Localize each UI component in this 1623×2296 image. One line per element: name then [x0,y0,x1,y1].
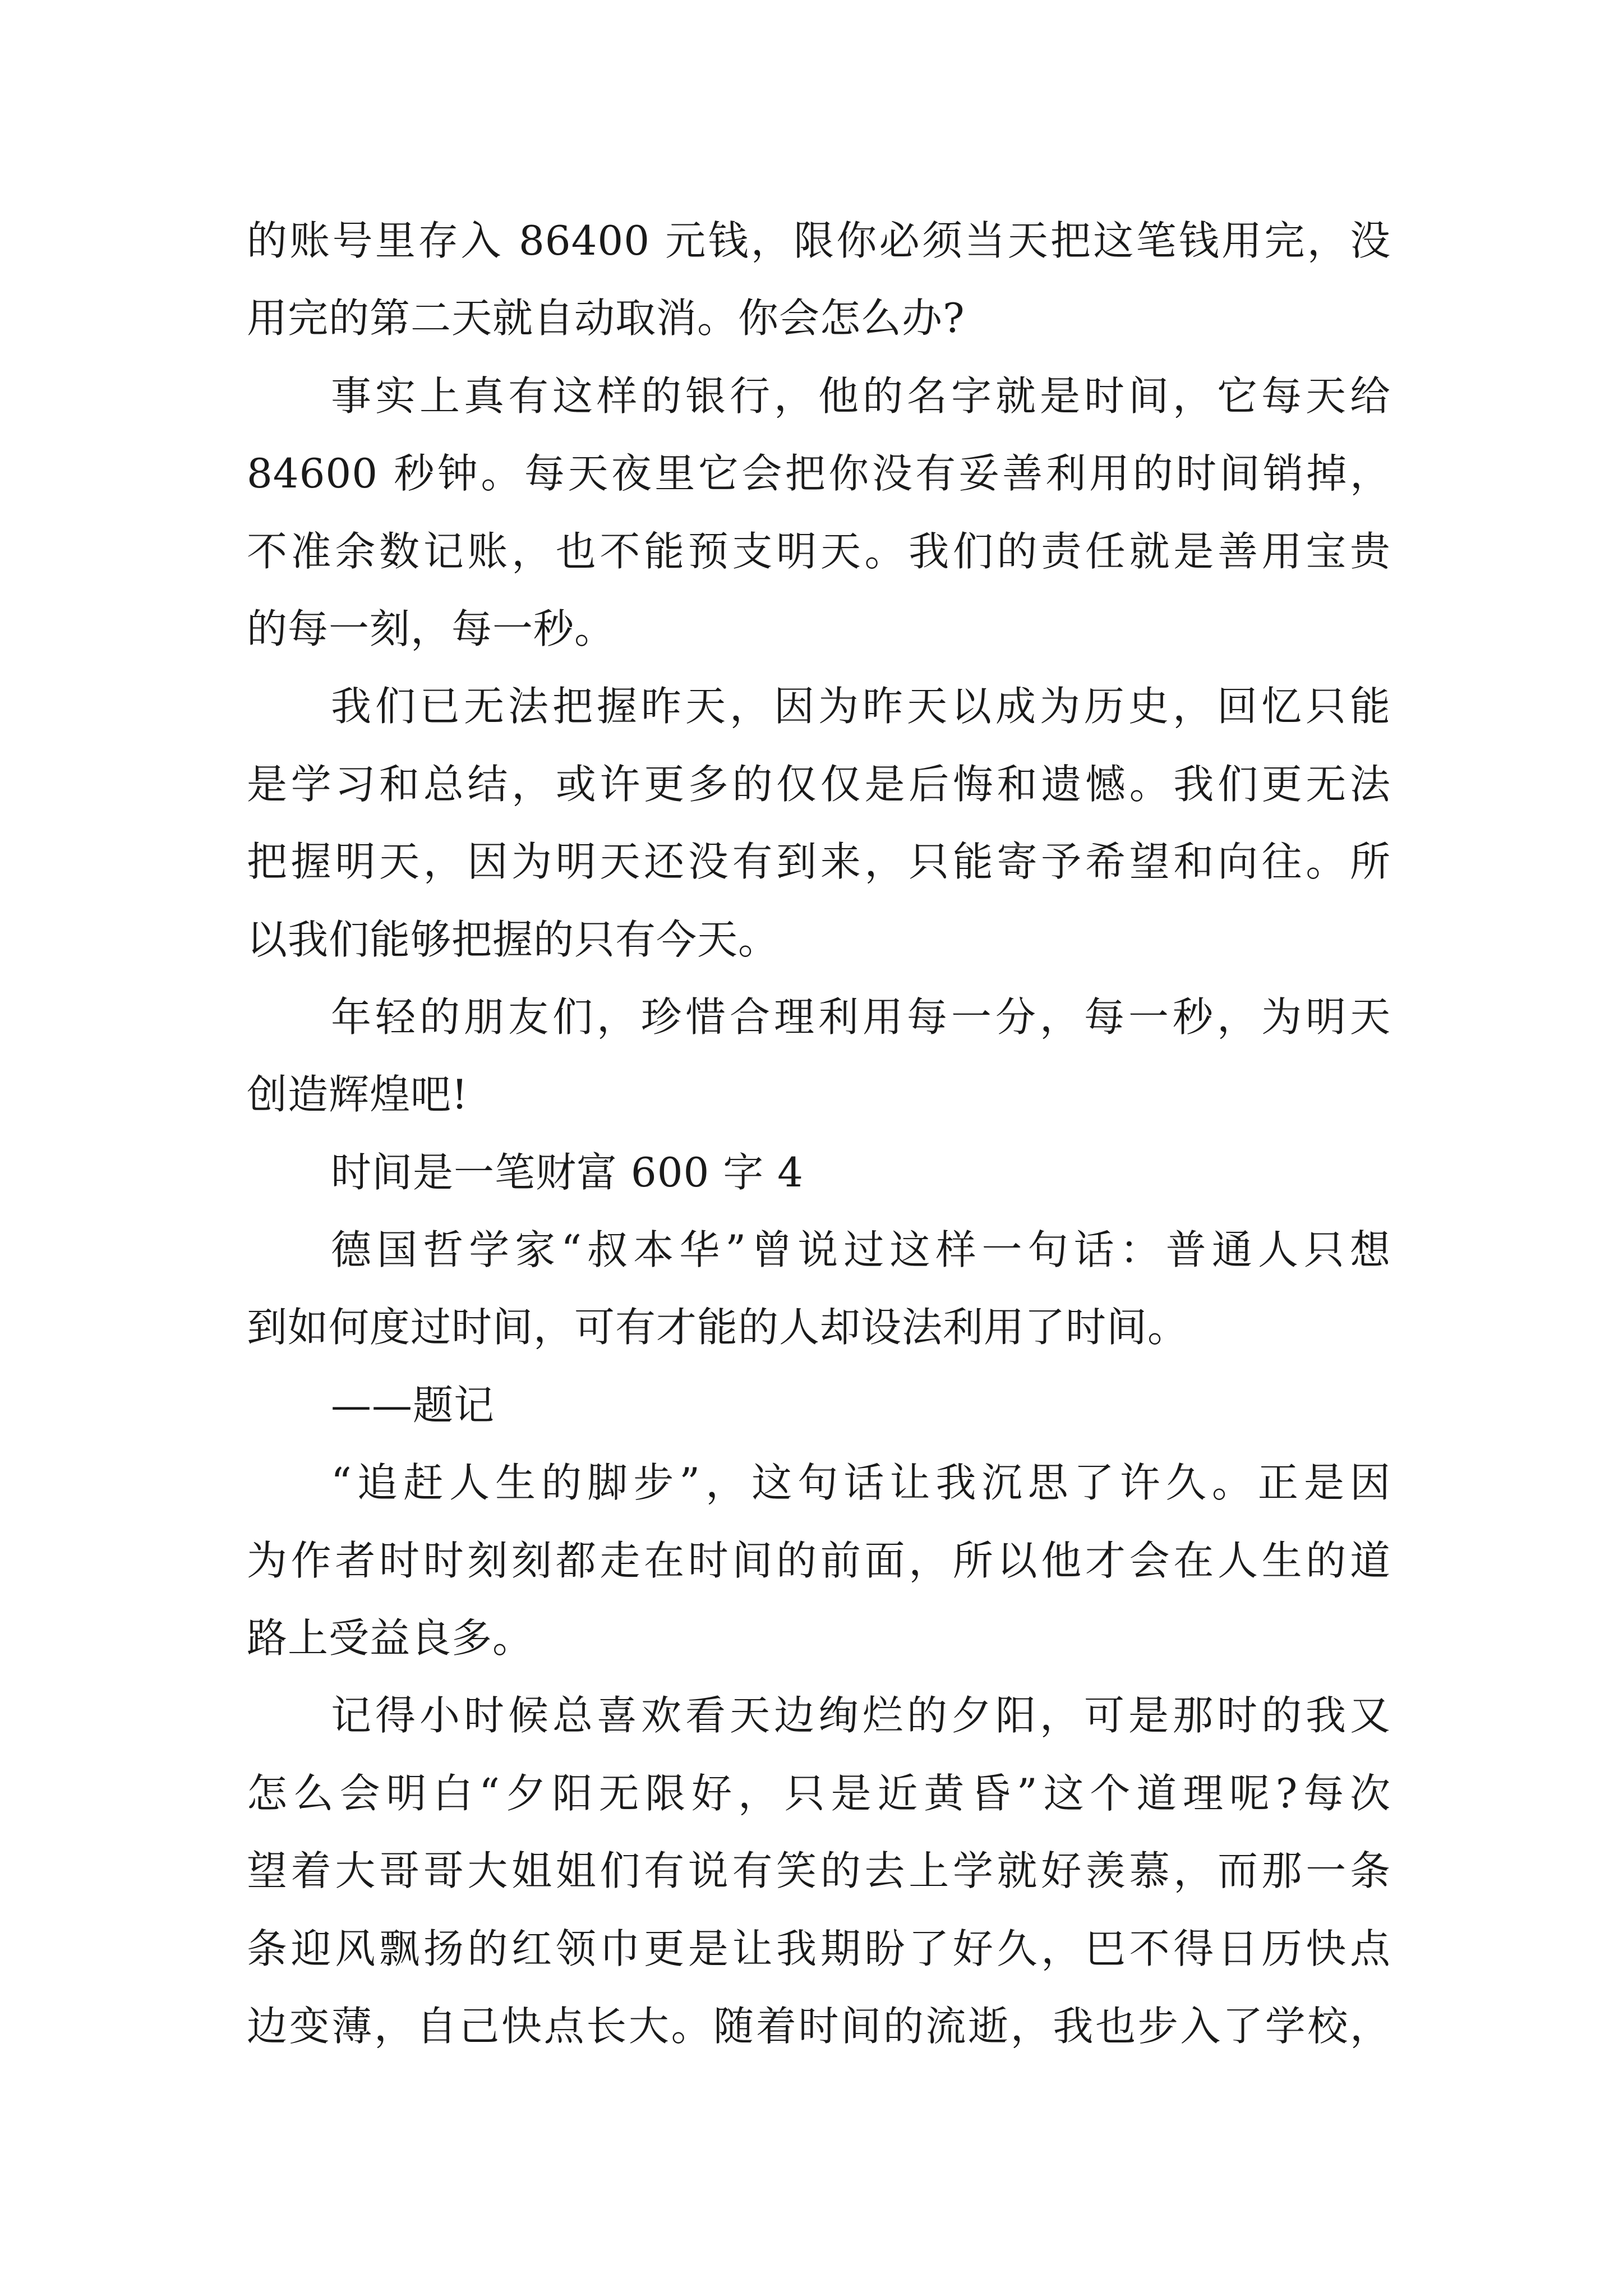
text-line: 创造辉煌吧! [247,1071,468,1119]
text-line: 以我们能够把握的只有今天。 [247,915,780,963]
text-line: 为作者时时刻刻都走在时间的前面，所以他才会在人生的道 [247,1536,1391,1584]
paragraph-start-line: 年轻的朋友们，珍惜合理利用每一分，每一秒，为明天 [331,993,1391,1041]
text-line: 84600 秒钟。每天夜里它会把你没有妥善利用的时间销掉， [247,450,1391,498]
text-line: 到如何度过时间，可有才能的人却设法利用了时间。 [247,1304,1189,1351]
text-line: 的账号里存入 86400 元钱，限你必须当天把这笔钱用完，没 [247,217,1391,264]
paragraph-start-line: 我们已无法把握昨天，因为昨天以成为历史，回忆只能 [331,683,1391,730]
text-line: 路上受益良多。 [247,1614,534,1662]
paragraph-start-line: 德国哲学家“叔本华”曾说过这样一句话：普通人只想 [331,1226,1391,1274]
text-line: 把握明天，因为明天还没有到来，只能寄予希望和向往。所 [247,838,1391,886]
body-text [247,202,1391,2065]
paragraph-start-line: “追赶人生的脚步”，这句话让我沉思了许久。正是因 [331,1459,1391,1507]
paragraph-start-line: 事实上真有这样的银行，他的名字就是时间，它每天给 [331,372,1391,420]
paragraph-start-line: 记得小时候总喜欢看天边绚烂的夕阳，可是那时的我又 [331,1692,1391,1740]
text-line: 不准余数记账，也不能预支明天。我们的责任就是善用宝贵 [247,527,1391,575]
text-line: 条迎风飘扬的红领巾更是让我期盼了好久，巴不得日历快点 [247,1925,1391,1972]
section-heading: 时间是一笔财富 600 字 4 [331,1148,804,1196]
text-line: 怎么会明白“夕阳无限好，只是近黄昏”这个道理呢?每次 [247,1769,1391,1817]
epigraph-attribution: ——题记 [331,1381,495,1429]
text-line: 是学习和总结，或许更多的仅仅是后悔和遗憾。我们更无法 [247,760,1391,808]
text-line: 边变薄，自己快点长大。随着时间的流逝，我也步入了学校， [247,2002,1391,2050]
text-line: 的每一刻，每一秒。 [247,605,616,652]
text-line: 用完的第二天就自动取消。你会怎么办? [247,295,965,342]
text-line: 望着大哥哥大姐姐们有说有笑的去上学就好羡慕，而那一条 [247,1847,1391,1895]
